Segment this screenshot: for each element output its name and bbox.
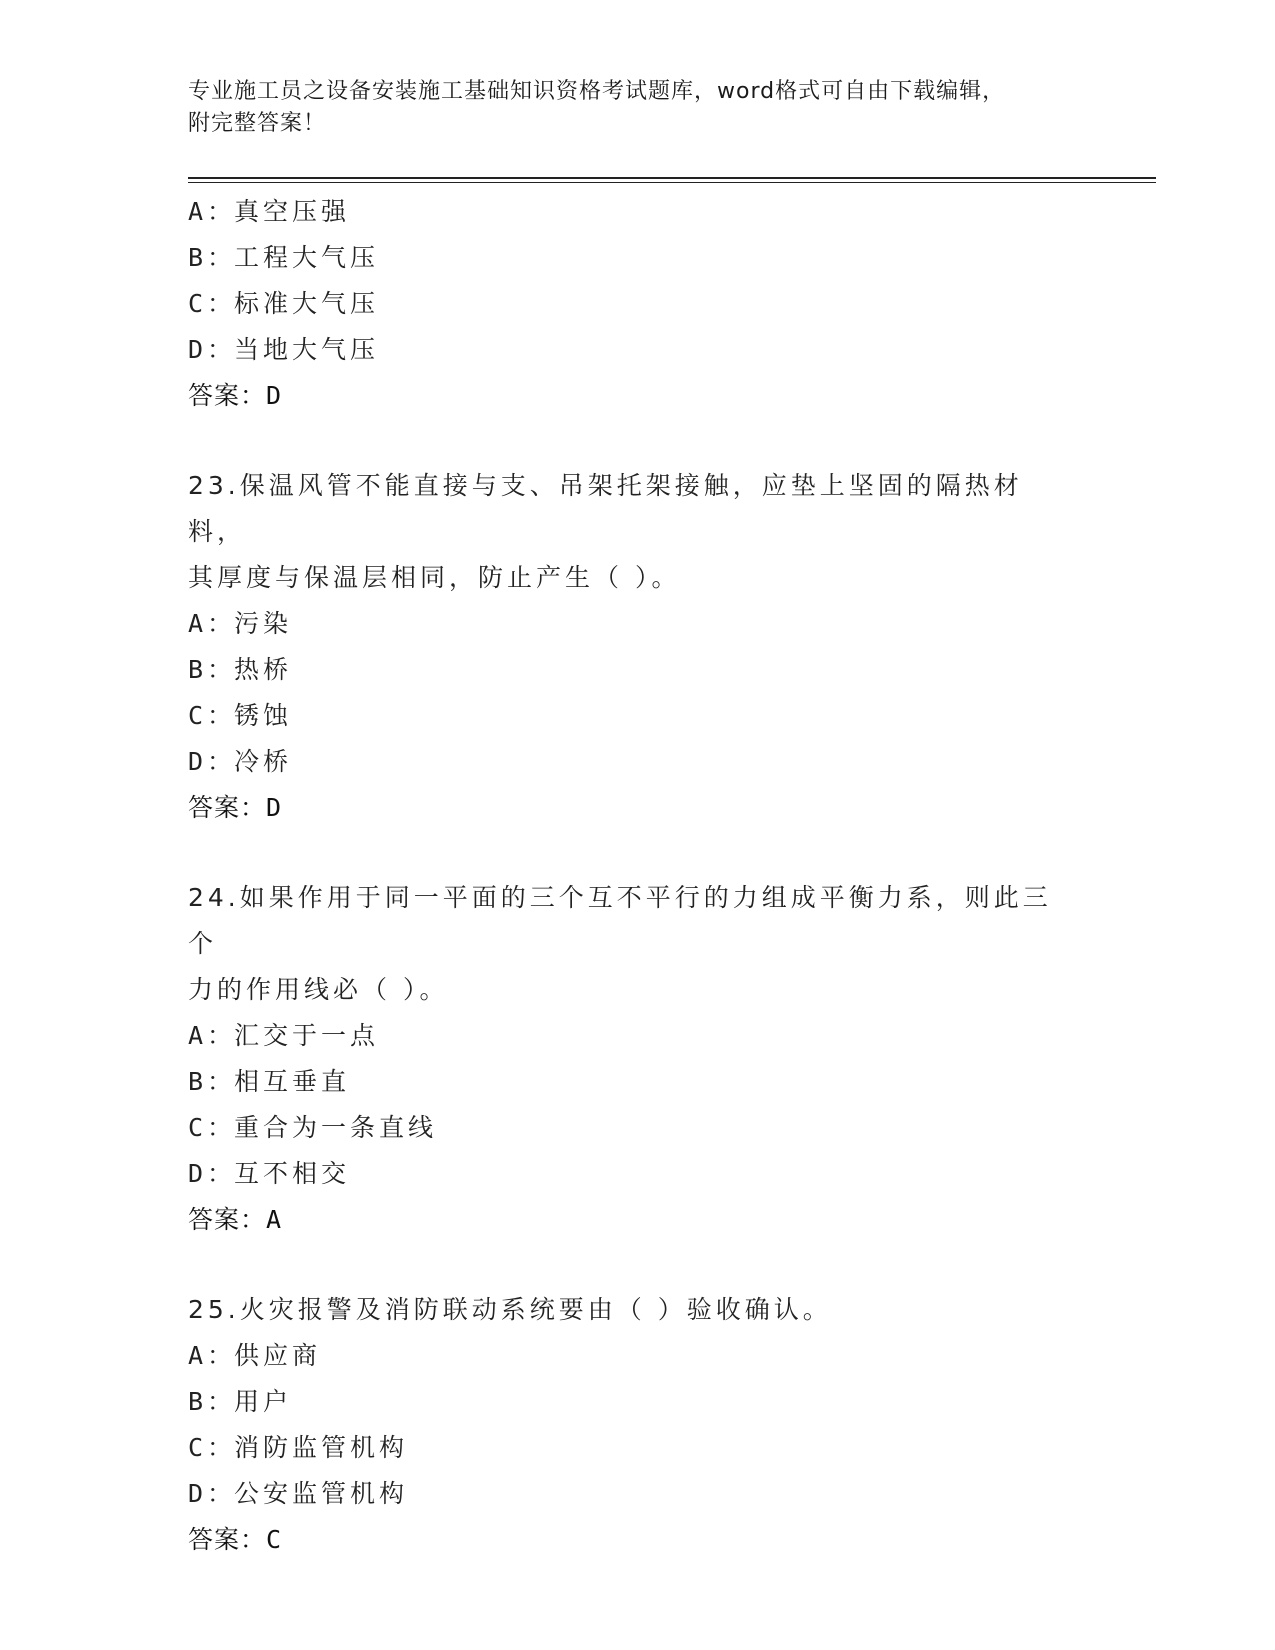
option-key: A：	[188, 609, 237, 638]
question-25	[188, 1287, 1088, 1563]
answer-line	[188, 1197, 1088, 1243]
header-line-1: 专业施工员之设备安装施工基础知识资格考试题库，word格式可自由下载编辑，	[188, 79, 1006, 104]
question-stem-line-2: 力的作用线必（ ）。	[188, 975, 449, 1004]
option-d	[188, 327, 1088, 373]
question-24	[188, 875, 1088, 1243]
option-text: 相互垂直	[234, 1067, 351, 1096]
option-text: 标准大气压	[234, 289, 380, 318]
option-text: 供应商	[234, 1341, 322, 1370]
option-text: 当地大气压	[234, 335, 380, 364]
option-text: 公安监管机构	[234, 1479, 409, 1508]
option-b	[188, 1379, 1088, 1425]
option-key: B：	[188, 1067, 237, 1096]
answer-value: D	[266, 793, 283, 822]
option-text: 热桥	[234, 655, 293, 684]
option-key: D：	[188, 1479, 237, 1508]
option-b	[188, 1059, 1088, 1105]
option-text: 消防监管机构	[234, 1433, 409, 1462]
header-divider-thick	[188, 177, 1156, 179]
option-key: C：	[188, 1433, 237, 1462]
option-text: 互不相交	[234, 1159, 351, 1188]
header-divider-thin	[188, 182, 1156, 183]
option-key: D：	[188, 1159, 237, 1188]
option-b	[188, 235, 1088, 281]
option-c	[188, 281, 1088, 327]
option-text: 汇交于一点	[234, 1021, 380, 1050]
option-text: 污染	[234, 609, 293, 638]
question-list	[188, 189, 1088, 1563]
option-key: A：	[188, 197, 237, 226]
option-d	[188, 1151, 1088, 1197]
question-stem-line-1: 25.火灾报警及消防联动系统要由（ ）验收确认。	[188, 1295, 832, 1324]
answer-line	[188, 373, 1088, 419]
option-c	[188, 1425, 1088, 1471]
option-text: 锈蚀	[234, 701, 293, 730]
answer-value: C	[266, 1525, 283, 1554]
option-d	[188, 1471, 1088, 1517]
option-key: C：	[188, 701, 237, 730]
question-stem	[188, 463, 1068, 601]
option-key: B：	[188, 655, 237, 684]
option-key: C：	[188, 289, 237, 318]
option-a	[188, 1013, 1088, 1059]
option-text: 工程大气压	[234, 243, 380, 272]
option-key: A：	[188, 1341, 237, 1370]
option-key: C：	[188, 1113, 237, 1142]
document-header	[188, 76, 1068, 140]
question-stem	[188, 1287, 1068, 1333]
question-stem-line-1: 23.保温风管不能直接与支、吊架托架接触，应垫上坚固的隔热材料，	[188, 471, 1023, 546]
option-a	[188, 189, 1088, 235]
answer-label: 答案：	[188, 381, 267, 410]
option-key: D：	[188, 747, 237, 776]
option-d	[188, 739, 1088, 785]
option-text: 冷桥	[234, 747, 293, 776]
option-key: B：	[188, 1387, 237, 1416]
question-stem	[188, 875, 1068, 1013]
answer-label: 答案：	[188, 1205, 267, 1234]
option-key: A：	[188, 1021, 237, 1050]
header-line-2: 附完整答案！	[188, 111, 327, 136]
question-stem-line-1: 24.如果作用于同一平面的三个互不平行的力组成平衡力系，则此三个	[188, 883, 1052, 958]
option-key: D：	[188, 335, 237, 364]
answer-line	[188, 785, 1088, 831]
option-b	[188, 647, 1088, 693]
option-text: 用户	[234, 1387, 293, 1416]
option-a	[188, 1333, 1088, 1379]
answer-line	[188, 1517, 1088, 1563]
answer-label: 答案：	[188, 1525, 267, 1554]
question-23	[188, 463, 1088, 831]
option-c	[188, 1105, 1088, 1151]
question-stem-line-2: 其厚度与保温层相同，防止产生（ ）。	[188, 563, 681, 592]
answer-value: A	[266, 1205, 283, 1234]
option-c	[188, 693, 1088, 739]
answer-label: 答案：	[188, 793, 267, 822]
question-22-continued	[188, 189, 1088, 419]
option-a	[188, 601, 1088, 647]
option-text: 重合为一条直线	[234, 1113, 438, 1142]
answer-value: D	[266, 381, 283, 410]
option-key: B：	[188, 243, 237, 272]
option-text: 真空压强	[234, 197, 351, 226]
